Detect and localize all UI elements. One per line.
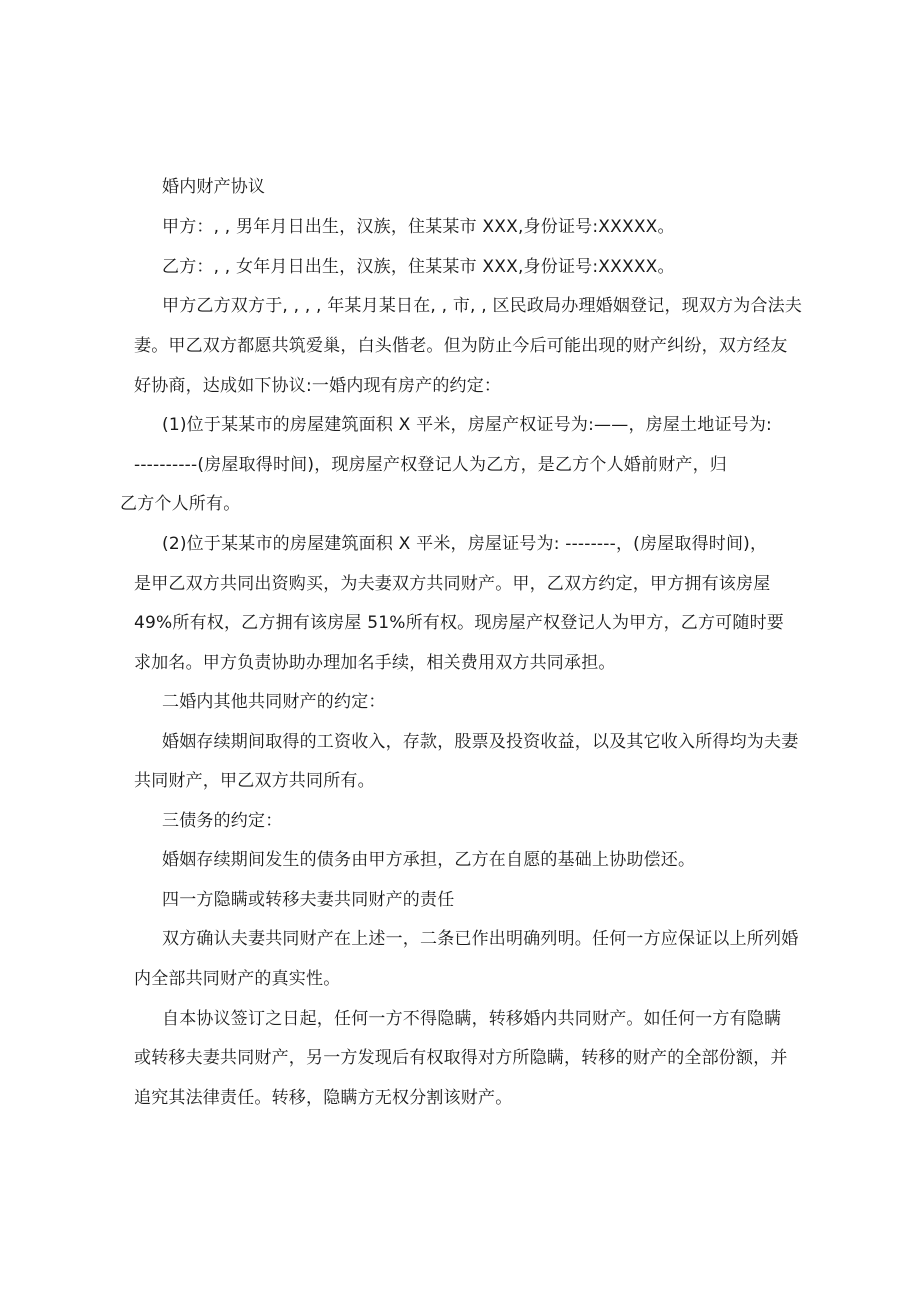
text-line: 婚姻存续期间发生的债务由甲方承担，乙方在自愿的基础上协助偿还。 bbox=[162, 850, 696, 870]
text-line: ----------(房屋取得时间)，现房屋产权登记人为乙方，是乙方个人婚前财产，归 bbox=[134, 455, 728, 475]
document-title: 婚内财产协议 bbox=[162, 177, 266, 197]
text-line: 共同财产，甲乙双方共同所有。 bbox=[134, 771, 375, 791]
text-line: 49%所有权，乙方拥有该房屋 51%所有权。现房屋产权登记人为甲方，乙方可随时要 bbox=[134, 613, 784, 633]
text-line: 妻。甲乙双方都愿共筑爱巢，白头偕老。但为防止今后可能出现的财产纠纷，双方经友 bbox=[134, 336, 788, 356]
party-b-line: 乙方：, , 女年月日出生，汉族，住某某市 XXX,身份证号:XXXXX。 bbox=[162, 257, 675, 277]
text-line: 乙方个人所有。 bbox=[120, 494, 241, 514]
section-heading: 三债务的约定： bbox=[162, 811, 283, 831]
text-line: 求加名。甲方负责协助办理加名手续，相关费用双方共同承担。 bbox=[134, 653, 616, 673]
text-line: 婚姻存续期间取得的工资收入，存款，股票及投资收益，以及其它收入所得均为夫妻 bbox=[162, 732, 799, 752]
text-line: 双方确认夫妻共同财产在上述一，二条已作出明确列明。任何一方应保证以上所列婚 bbox=[162, 929, 799, 949]
party-a-line: 甲方：, , 男年月日出生，汉族，住某某市 XXX,身份证号:XXXXX。 bbox=[162, 217, 675, 237]
text-line: 自本协议签订之日起，任何一方不得隐瞒，转移婚内共同财产。如任何一方有隐瞒 bbox=[162, 1009, 782, 1029]
text-line: 好协商，达成如下协议:一婚内现有房产的约定： bbox=[134, 376, 502, 396]
section-heading: 四一方隐瞒或转移夫妻共同财产的责任 bbox=[162, 890, 455, 910]
text-line: 内全部共同财产的真实性。 bbox=[134, 969, 341, 989]
section-heading: 二婚内其他共同财产的约定： bbox=[162, 692, 386, 712]
text-line: 追究其法律责任。转移，隐瞒方无权分割该财产。 bbox=[134, 1088, 513, 1108]
text-line: 是甲乙双方共同出资购买，为夫妻双方共同财产。甲，乙双方约定，甲方拥有该房屋 bbox=[134, 574, 771, 594]
text-line: (2)位于某某市的房屋建筑面积 X 平米，房屋证号为: --------，(房屋取得时间)， bbox=[162, 534, 768, 554]
text-line: (1)位于某某市的房屋建筑面积 X 平米，房屋产权证号为:——，房屋土地证号为: bbox=[162, 415, 772, 435]
text-line: 甲方乙方双方于, , , , 年某月某日在, , 市, , 区民政局办理婚姻登记，现双方为合法夫 bbox=[162, 296, 803, 316]
text-line: 或转移夫妻共同财产，另一方发现后有权取得对方所隐瞒，转移的财产的全部份额，并 bbox=[134, 1048, 788, 1068]
